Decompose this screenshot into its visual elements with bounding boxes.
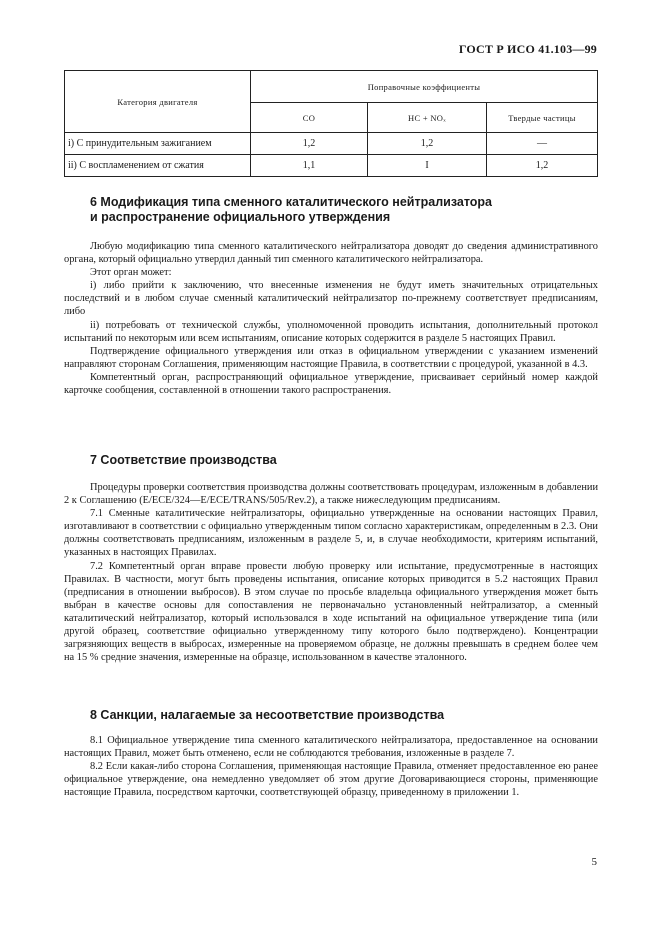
row-label: i) С принудительным зажиганием <box>65 133 251 155</box>
category-header: Категория двигателя <box>65 71 251 133</box>
column-particulates: Твердые частицы <box>487 103 598 133</box>
paragraph: Подтверждение официального утверждения или отказ в официальном утверждении с указанием изменений направляют сторонам Соглашения, применяющим настоящие Правила, в соответствии с процедурой, указанной в 4.3. <box>64 345 598 370</box>
paragraph: Любую модификацию типа сменного каталитического нейтрализатора доводят до сведения административного органа, который официально утвердил данный тип сменного каталитического нейтрализатора. <box>64 241 598 266</box>
correction-factors-table <box>64 70 598 177</box>
section-8-body <box>64 734 598 799</box>
table-cell: 1,1 <box>251 155 368 177</box>
section-7-body <box>64 481 598 664</box>
row-label: ii) С воспламенением от сжатия <box>65 155 251 177</box>
document-header: ГОСТ Р ИСО 41.103—99 <box>458 42 597 56</box>
table-row <box>65 155 598 177</box>
column-hc-nox: HC + NOₓ <box>368 103 487 133</box>
paragraph: 8.2 Если какая-либо сторона Соглашения, применяющая настоящие Правила, отменяет предоставленное ею ранее официальное утверждение, она немедленно уведомляет об этом другие Договаривающиеся стороны, применяющие настоящие Правила, посредством карточки, соответствующей образцу, приведенному в приложении 1. <box>64 761 598 799</box>
section-7-title: 7 Соответствие производства <box>90 453 277 467</box>
paragraph: ii) потребовать от технической службы, уполномоченной проводить испытания, дополнительный протокол испытаний по некоторым или всем испытаниям, описание которых содержится в разделе 5 настоящих Правил. <box>64 319 598 344</box>
paragraph: 7.1 Сменные каталитические нейтрализаторы, официально утвержденные на основании настоящих Правил, изготавливают в соответствии с официально утвержденным типом согласно характеристикам, определенным в 2.3. Они должны соответствовать предписаниям, изложенным в разделе 5, и, в случае необходимости, критериям испытаний, указанных в настоящих Правилах. <box>64 508 598 559</box>
page-number: 5 <box>591 856 597 868</box>
section-8-title: 8 Санкции, налагаемые за несоответствие производства <box>90 708 445 722</box>
correction-factors-header: Поправочные коэффициенты <box>251 71 598 103</box>
table-cell: — <box>487 133 598 155</box>
column-co: CO <box>251 103 368 133</box>
paragraph: Процедуры проверки соответствия производства должны соответствовать процедурам, изложенным в добавлении 2 к Соглашению (E/ECE/324—E/ECE/TRANS/505/Rev.2), а также нижеследующим предписаниям. <box>64 482 598 507</box>
section-6-title: 6 Модификация типа сменного каталитического нейтрализатора и распространение официального утверждения <box>90 195 492 224</box>
table-cell: 1,2 <box>487 155 598 177</box>
table-cell: I <box>368 155 487 177</box>
paragraph: 8.1 Официальное утверждение типа сменного каталитического нейтрализатора, предоставленное на основании настоящих Правил, может быть отменено, если не соблюдаются требования, изложенные в разделе 7. <box>64 735 598 760</box>
paragraph: Этот орган может: <box>90 267 172 279</box>
paragraph: Компетентный орган, распространяющий официальное утверждение, присваивает серийный номер каждой карточке сообщения, составленной в отношении такого распространения. <box>64 371 598 397</box>
table-row <box>65 133 598 155</box>
table-cell: 1,2 <box>251 133 368 155</box>
paragraph: 7.2 Компетентный орган вправе провести любую проверку или испытание, предусмотренные в настоящих Правилах. В частности, могут быть проведены испытания, описание которых приводится в 5.2 настоящих Правил (предписания в отношении выбросов). В этом случае по просьбе владельца официального утверждения может быть выбран в качестве основы для сопоставления не первоначально установленный нейтрализатор, а сменный каталитический нейтрализатор, который использовался в ходе испытаний на официальное утверждение типа (или другой образец, соответствие официально утвержденному типу которого было подтверждено). Концентрации загрязняющих веществ в выбросах, измеренные на проверяемом образце, не должны превышать в среднем более чем на 15 % средние значения, измеренные на образце, использованном в качестве эталонного. <box>64 560 598 664</box>
table-cell: 1,2 <box>368 133 487 155</box>
section-6-body <box>64 240 598 397</box>
paragraph: i) либо прийти к заключению, что внесенные изменения не будут иметь значительных отрицательных последствий и в любом случае сменный каталитический нейтрализатор по-прежнему соответствует предписаниям, либо <box>64 280 598 318</box>
